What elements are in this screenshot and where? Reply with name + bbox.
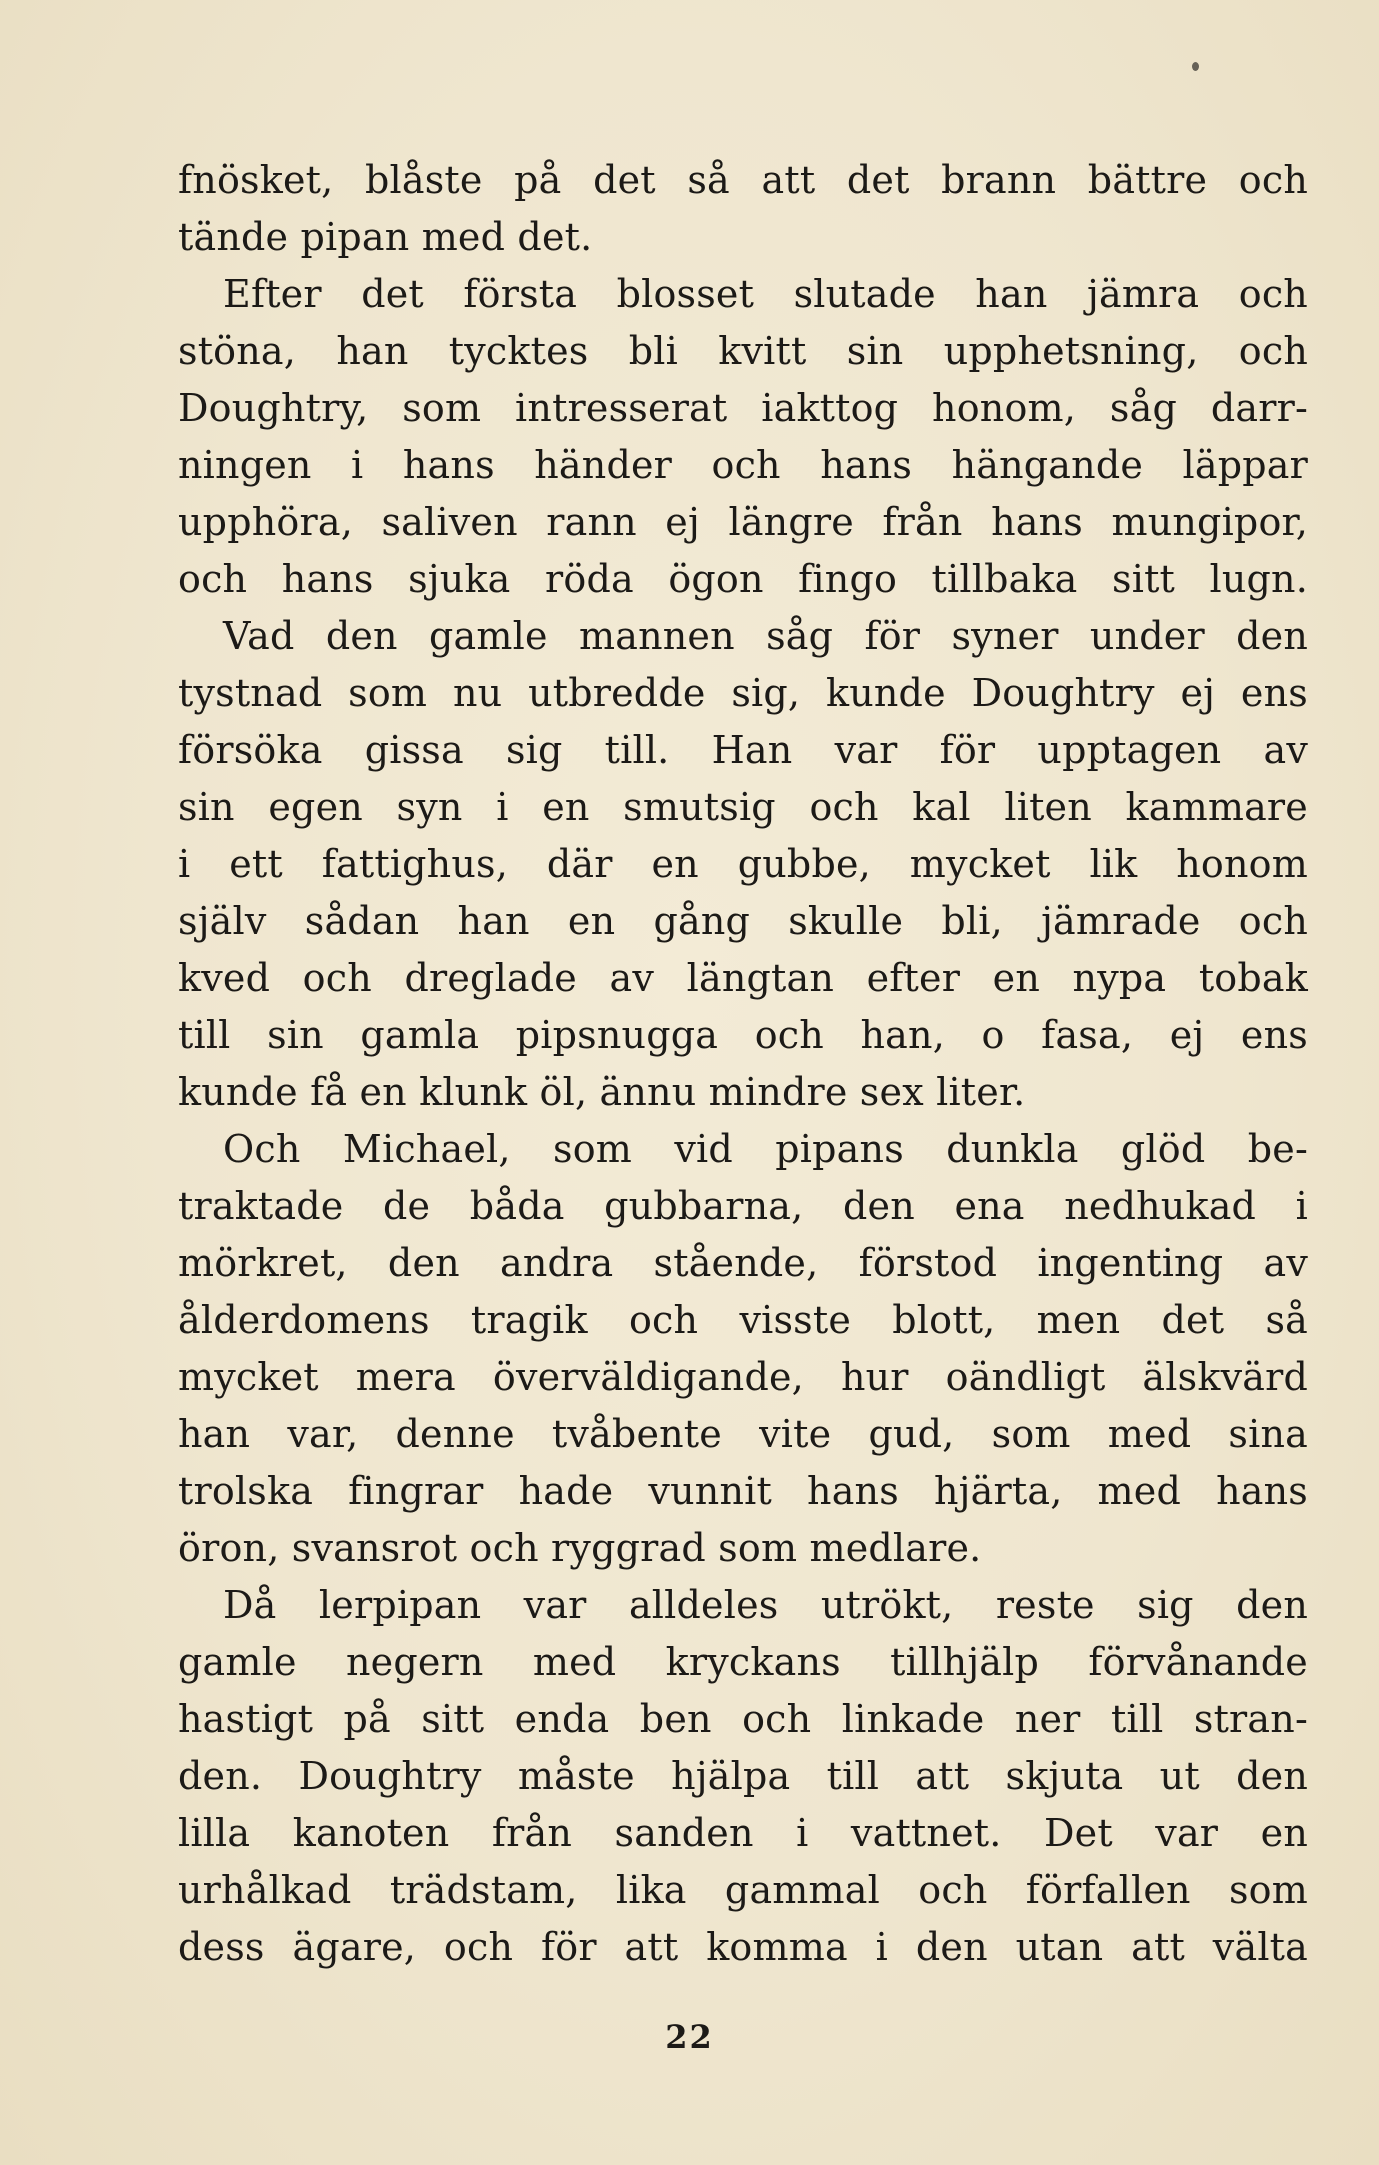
text-line: och hans sjuka röda ögon fingo tillbaka sitt lugn. <box>178 557 1308 601</box>
text-line: kved och dreglade av längtan efter en nypa tobak <box>178 956 1308 1000</box>
text-line: tystnad som nu utbredde sig, kunde Doughtry ej ens <box>178 671 1308 715</box>
text-line: själv sådan han en gång skulle bli, jämrade och <box>178 899 1308 943</box>
text-line: mörkret, den andra stående, förstod ingenting av <box>178 1241 1308 1285</box>
text-line: Vad den gamle mannen såg för syner under den <box>223 614 1308 658</box>
text-line: Och Michael, som vid pipans dunkla glöd be- <box>223 1127 1308 1171</box>
text-line: kunde få en klunk öl, ännu mindre sex liter. <box>178 1070 1026 1114</box>
text-line: trolska fingrar hade vunnit hans hjärta, med hans <box>178 1469 1308 1513</box>
text-line: tände pipan med det. <box>178 215 593 259</box>
text-line: Efter det första blosset slutade han jämra och <box>223 272 1308 316</box>
text-line: hastigt på sitt enda ben och linkade ner till stran- <box>178 1697 1308 1741</box>
text-line: han var, denne tvåbente vite gud, som med sina <box>178 1412 1308 1456</box>
text-line: i ett fattighus, där en gubbe, mycket lik honom <box>178 842 1308 886</box>
text-line: stöna, han tycktes bli kvitt sin upphetsning, och <box>178 329 1308 373</box>
text-line: gamle negern med kryckans tillhjälp förvånande <box>178 1640 1308 1684</box>
page-number: 22 <box>665 2018 714 2056</box>
text-line: Då lerpipan var alldeles utrökt, reste sig den <box>223 1583 1308 1627</box>
text-line: mycket mera överväldigande, hur oändligt älskvärd <box>178 1355 1308 1399</box>
text-line: upphöra, saliven rann ej längre från hans mungipor, <box>178 500 1308 544</box>
text-line: fnösket, blåste på det så att det brann bättre och <box>178 158 1308 202</box>
text-line: öron, svansrot och ryggrad som medlare. <box>178 1526 982 1570</box>
text-line: till sin gamla pipsnugga och han, o fasa, ej ens <box>178 1013 1308 1057</box>
text-line: lilla kanoten från sanden i vattnet. Det var en <box>178 1811 1308 1855</box>
text-line: den. Doughtry måste hjälpa till att skjuta ut den <box>178 1754 1308 1798</box>
text-line: sin egen syn i en smutsig och kal liten kammare <box>178 785 1308 829</box>
text-line: Doughtry, som intresserat iakttog honom, såg darr- <box>178 386 1308 430</box>
text-line: urhålkad trädstam, lika gammal och förfallen som <box>178 1868 1308 1912</box>
text-line: dess ägare, och för att komma i den utan att välta <box>178 1925 1308 1969</box>
text-line: ålderdomens tragik och visste blott, men det så <box>178 1298 1308 1342</box>
text-line: traktade de båda gubbarna, den ena nedhukad i <box>178 1184 1308 1228</box>
ink-speck <box>1192 62 1199 71</box>
text-line: ningen i hans händer och hans hängande läppar <box>178 443 1308 487</box>
text-line: försöka gissa sig till. Han var för upptagen av <box>178 728 1308 772</box>
body-text <box>178 152 1308 1976</box>
